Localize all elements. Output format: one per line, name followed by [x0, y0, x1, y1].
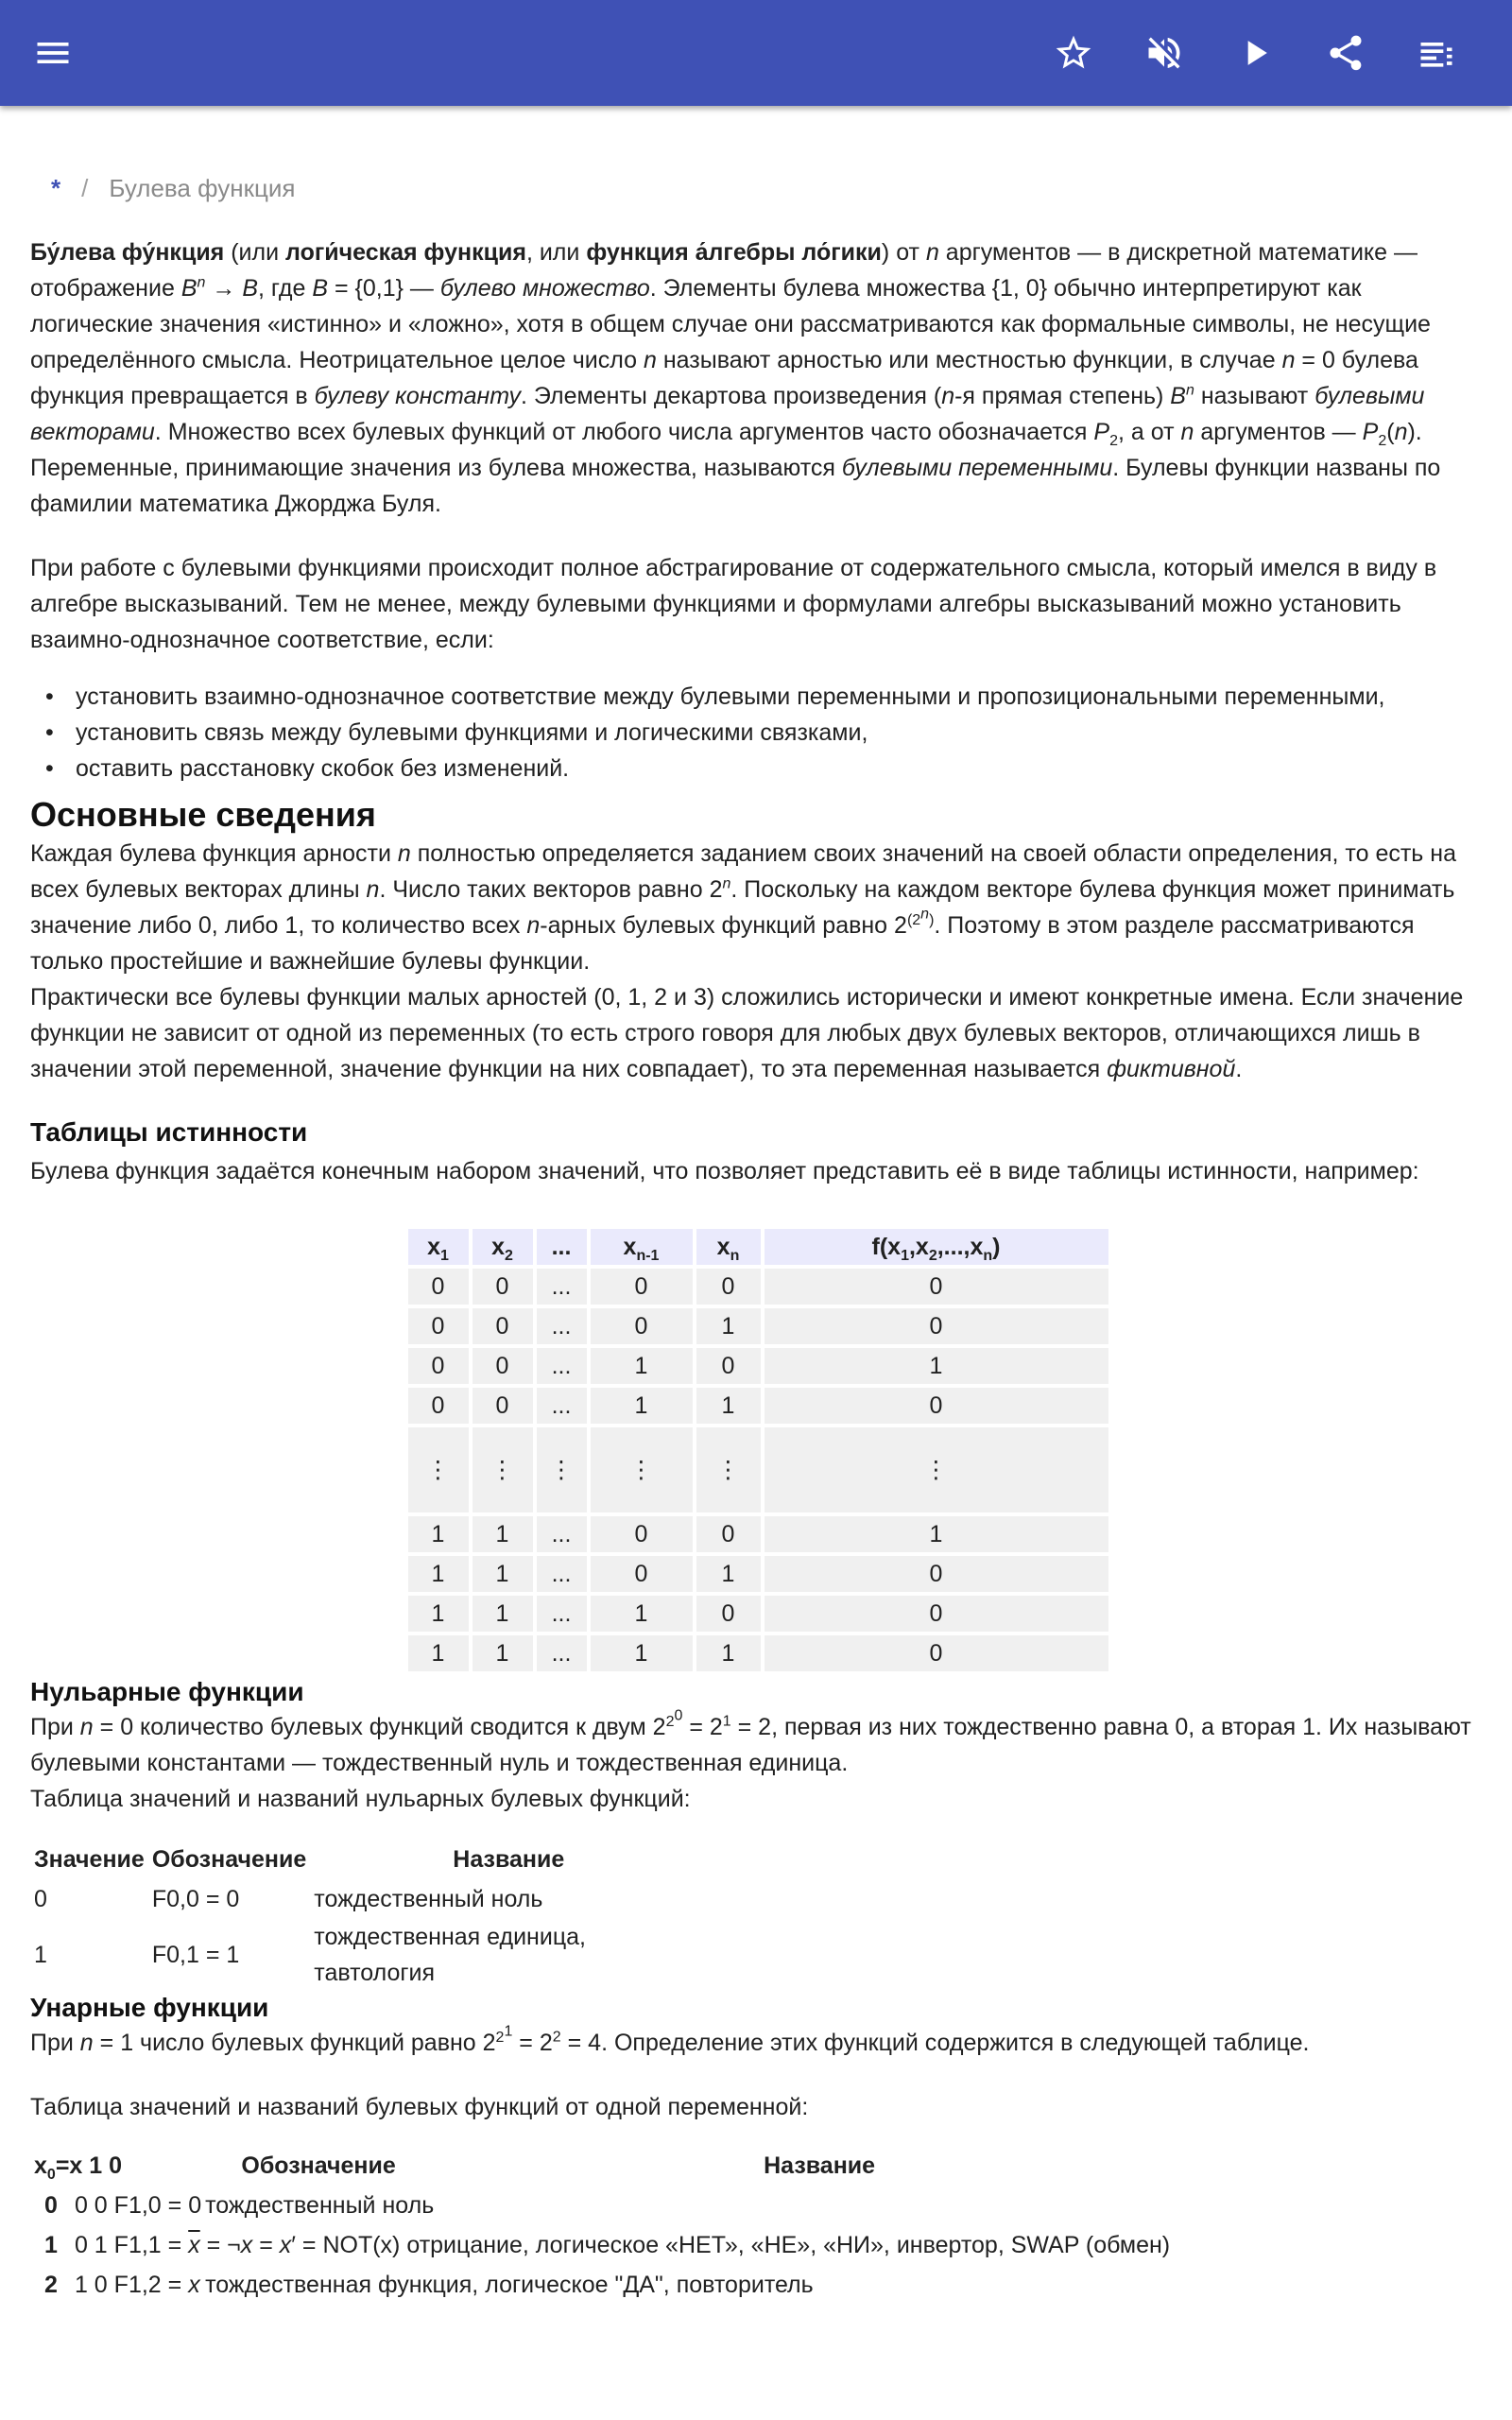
truth-header-xn1: $x_{n-1}$	[591, 1229, 693, 1265]
table-row-ellipsis: ⋮ ⋮ ⋮ ⋮ ⋮ ⋮	[408, 1427, 1108, 1512]
star-outline-icon	[1053, 32, 1094, 74]
app-bar	[0, 0, 1512, 106]
share-icon	[1325, 32, 1366, 74]
breadcrumb-separator: /	[81, 174, 89, 202]
unary-caption: Таблица значений и названий булевых функций от одной переменной:	[30, 2094, 809, 2120]
table-row: 0 0 ... 1 1 0	[408, 1388, 1108, 1424]
table-row: 0 0 0 F1,0 = 0 тождественный ноль	[44, 2192, 435, 2219]
menu-button[interactable]	[26, 26, 79, 79]
playlist-icon	[1416, 32, 1457, 74]
play-button[interactable]	[1228, 26, 1281, 79]
heading-nullary: Нульарные функции	[30, 1677, 304, 1706]
contents-button[interactable]	[1410, 26, 1463, 79]
article	[30, 234, 1486, 2305]
truth-header-x2: $x_2$	[472, 1229, 533, 1265]
share-button[interactable]	[1319, 26, 1372, 79]
truth-table	[404, 1225, 1112, 1675]
table-row: 0 F0,0 = 0 тождественный ноль	[34, 1886, 543, 1912]
table-row: 1 1 ... 0 1 0	[408, 1556, 1108, 1592]
heading-truth-tables: Таблицы истинности	[30, 1117, 308, 1147]
table-row: 0 0 ... 0 0 0	[408, 1269, 1108, 1305]
list-item: • оставить расстановку скобок без изменений.	[45, 751, 1486, 786]
truth-header-f: $f(x_1,x_2,...,x_n)$	[765, 1229, 1108, 1265]
table-row: 1 1 ... 0 0 1	[408, 1516, 1108, 1552]
table-row: 2 1 0 F1,2 = x тождественная функция, логическое "ДА", повторитель	[44, 2272, 814, 2298]
table-row: 0 0 ... 0 1 0	[408, 1308, 1108, 1344]
breadcrumb-current: Булева функция	[109, 174, 296, 202]
nullary-header-name: Название	[453, 1846, 565, 1873]
unary-header-notation: Обозначение	[241, 2152, 396, 2179]
truth-header-x1: $x_1$	[408, 1229, 469, 1265]
nullary-header-notation: Обозначение	[151, 1846, 307, 1873]
table-row: 0 0 ... 1 0 1	[408, 1348, 1108, 1384]
unary-paragraph: При n = 1 число булевых функций равно $2^{2^1} = 2^2 = 4$. Определение этих функций содержится в следующей таблице.	[30, 2023, 1310, 2056]
nullary-table	[30, 1840, 707, 1991]
section-heading-basics: Основные сведения	[30, 795, 376, 834]
breadcrumb-home-link[interactable]: *	[51, 174, 61, 202]
table-row: 1 1 ... 1 0 0	[408, 1596, 1108, 1632]
play-icon	[1234, 32, 1276, 74]
link-boolean-set[interactable]: булево множество	[439, 275, 650, 302]
list-item: • установить взаимно-однозначное соответствие между булевыми переменными и пропозициональными переменными,	[45, 679, 1486, 715]
menu-icon	[32, 32, 74, 74]
nullary-header-value: Значение	[34, 1846, 145, 1873]
basics-paragraph-1: Каждая булева функция арности n полностью определяется заданием своих значений на своей области определения, то есть на всех булевых векторах длины n. Число таких векторов равно 2$^n$. Поскольку на каждом векторе булева функция может принимать значение либо 0, либо 1, то количество всех n-арных булевых функций равно $2^{(2^n)}$. Поэтому в этом разделе рассматриваются только простейшие и важнейшие булевы функции.	[30, 840, 1456, 975]
intro-paragraph: Бу́лева фу́нкция (или логи́ческая функция, или функция а́лгебры ло́гики) от n аргументов — в дискретной математике — отображение $B^n \to B$, где B = {0,1} — булево множество. Элементы булева множества {1, 0} обычно интерпретируют как логические значения «истинно» и «ложно», хотя в общем случае они рассматриваются как формальные символы, не несущие определённого смысла. Неотрицательное целое число n называют арностью или местностью функции, в случае n = 0 булева функция превращается в булеву константу. Элементы декартова произведения (n-я прямая степень) $B^n$ называют булевыми векторами. Множество всех булевых функций от любого числа аргументов часто обозначается $P_2$, а от n аргументов — $P_2(n)$. Переменные, принимающие значения из булева множества, называются булевыми переменными. Булевы функции названы по фамилии математика Джорджа Буля.	[30, 239, 1441, 517]
heading-unary: Унарные функции	[30, 1993, 269, 2022]
table-row: 1 1 ... 1 1 0	[408, 1635, 1108, 1671]
truth-header-xn: $x_n$	[696, 1229, 761, 1265]
basics-paragraph-2: Практически все булевы функции малых арностей (0, 1, 2 и 3) сложились исторически и имеют конкретные имена. Если значение функции не зависит от одной из переменных (то есть строго говоря для любых двух булевых векторов, отличающихся лишь в значении этой переменной, значение функции на них совпадает), то эта переменная называется фиктивной.	[30, 984, 1464, 1082]
link-boolean-constant[interactable]: булеву константу	[314, 383, 522, 409]
unary-table	[30, 2146, 1207, 2305]
paragraph-abstraction: При работе с булевыми функциями происходит полное абстрагирование от содержательного смысла, который имелся в виду в алгебре высказываний. Тем не менее, между булевыми функциями и формулами алгебры высказываний можно установить взаимно-однозначное соответствие, если:	[30, 555, 1437, 653]
bookmark-button[interactable]	[1047, 26, 1100, 79]
list-item: • установить связь между булевыми функциями и логическими связками,	[45, 715, 1486, 751]
table-row: 1 0 1 $F1,1 = \overline{x}$ = ¬x = x′ = NOT(x) отрицание, логическое «НЕТ», «НЕ», «НИ», инвертор, SWAP (обмен)	[44, 2232, 1171, 2258]
unary-header-args: $x_0=x$ 1 0	[34, 2152, 123, 2183]
nullary-paragraph: При n = 0 количество булевых функций сводится к двум $2^{2^0} = 2^1 = 2$, первая из них тождественно равна 0, а вторая 1. Их называют булевыми константами — тождественный нуль и тождественная единица.	[30, 1707, 1471, 1776]
volume-off-icon	[1143, 32, 1185, 74]
truth-table-caption: Булева функция задаётся конечным набором значений, что позволяет представить её в виде таблицы истинности, например:	[30, 1158, 1419, 1184]
nullary-caption: Таблица значений и названий нульарных булевых функций:	[30, 1786, 691, 1812]
truth-header-dots: ...	[537, 1229, 587, 1265]
breadcrumb	[51, 170, 295, 206]
mute-button[interactable]	[1138, 26, 1191, 79]
conditions-list	[30, 679, 1486, 786]
table-row: 1 F0,1 = 1 тождественная единица, тавтология	[34, 1924, 586, 1986]
unary-header-name: Название	[764, 2152, 876, 2179]
